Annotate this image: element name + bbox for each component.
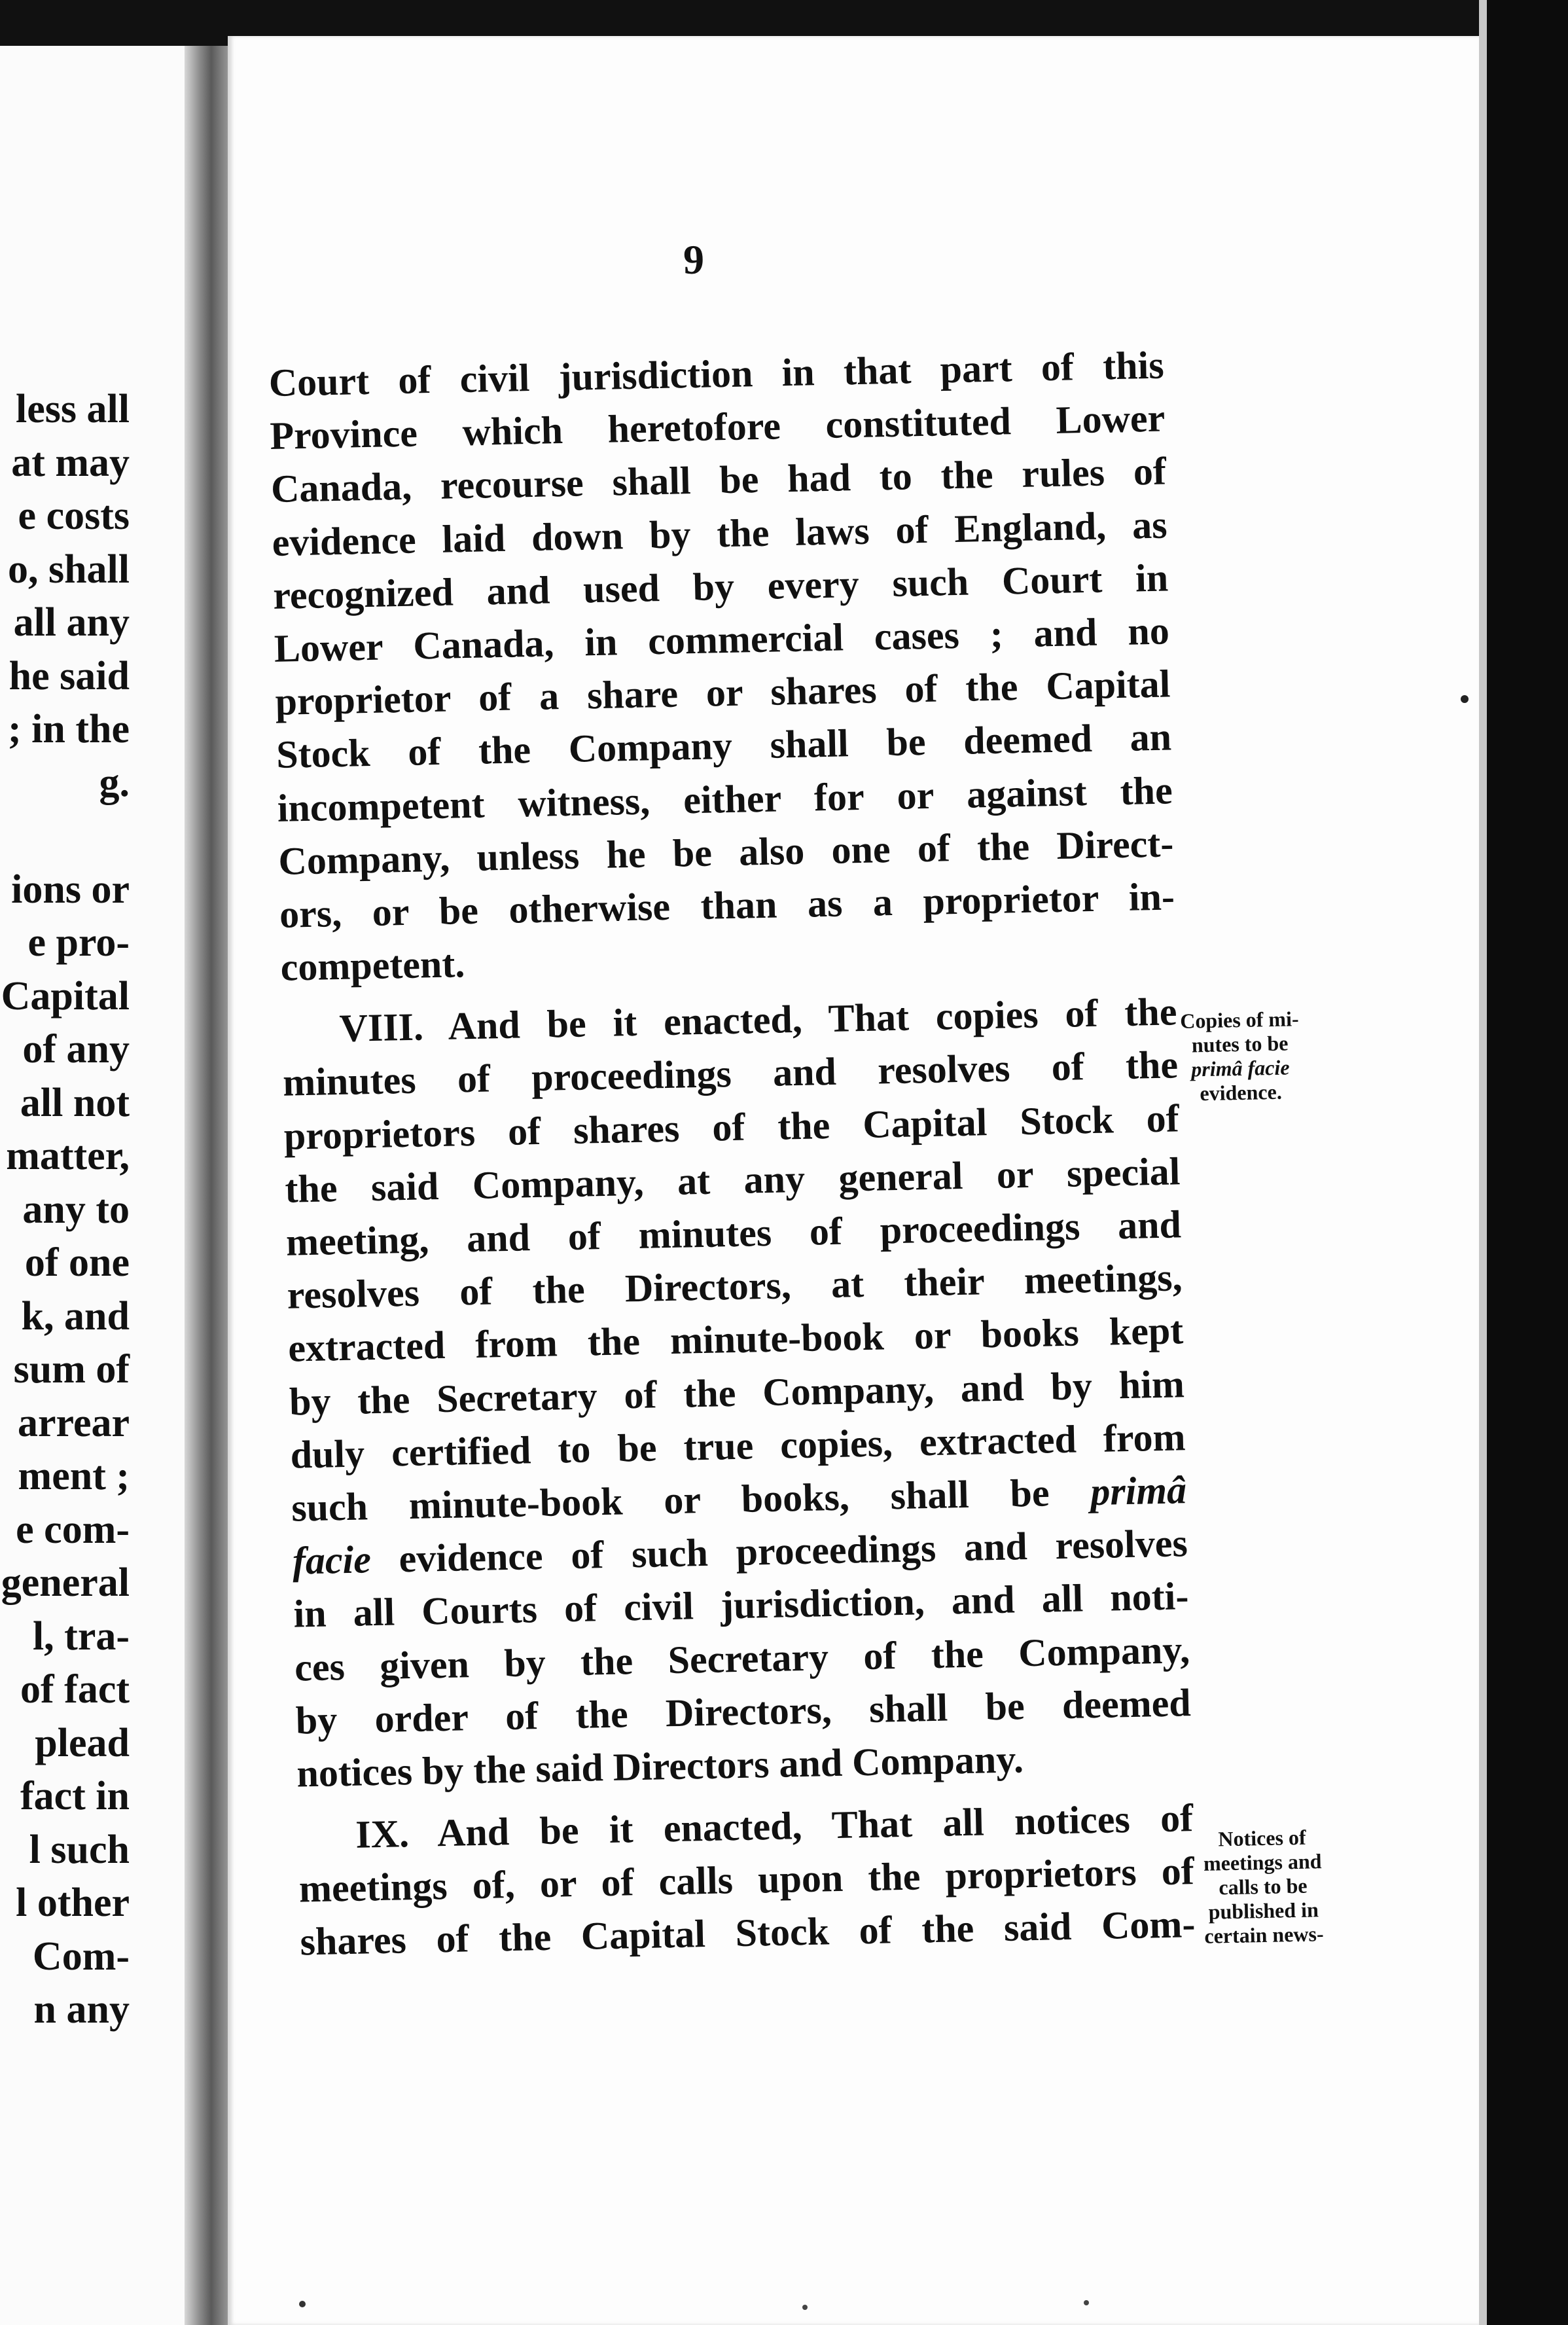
margin-note-line: evidence. bbox=[1200, 1079, 1283, 1106]
facing-page-line: ; in the bbox=[8, 707, 130, 751]
facing-page-line: all any bbox=[13, 600, 130, 645]
paragraph-ix-notices bbox=[298, 1792, 1196, 1969]
text-line: by the Secretary of the Company, and by him bbox=[289, 1361, 1185, 1424]
text-line: recognized and used by every such Court in bbox=[272, 556, 1169, 617]
facing-page-line: e costs bbox=[18, 494, 130, 538]
text-line: incompetent witness, either for or against the bbox=[277, 768, 1173, 830]
page-number: 9 bbox=[683, 236, 704, 283]
facing-page-line: n any bbox=[33, 1987, 130, 2032]
text-run: such minute-book or books, shall be bbox=[291, 1470, 1092, 1530]
margin-note-line: certain news- bbox=[1204, 1922, 1324, 1948]
facing-page-line: general bbox=[1, 1560, 130, 1605]
text-run: evidence of such proceedings and resolves bbox=[370, 1521, 1188, 1581]
facing-page-line: all not bbox=[20, 1080, 130, 1125]
facing-page-line: arrear bbox=[18, 1400, 130, 1445]
text-line: Stock of the Company shall be deemed an bbox=[276, 715, 1172, 777]
italic-prima: primâ bbox=[1090, 1468, 1187, 1514]
facing-page-line: any to bbox=[22, 1187, 130, 1232]
text-line: ors, or be otherwise than as a proprietor in- bbox=[279, 874, 1175, 936]
facing-page-text bbox=[0, 383, 190, 2037]
text-line: proprietor of a share or shares of the Capital bbox=[274, 662, 1171, 724]
page-edge-right bbox=[1479, 0, 1487, 2325]
text-line: the said Company, at any general or special bbox=[284, 1149, 1181, 1211]
text-line: resolves of the Directors, at their meetings, bbox=[287, 1255, 1183, 1317]
paragraph-viii-minutes bbox=[281, 986, 1192, 1801]
facing-page-left bbox=[0, 46, 190, 2325]
facing-page-line: of any bbox=[22, 1027, 130, 1072]
facing-page-line: g. bbox=[99, 760, 130, 805]
text-line: ces given by the Secretary of the Company, bbox=[294, 1627, 1190, 1689]
text-line: by order of the Directors, shall be deemed bbox=[295, 1680, 1192, 1742]
facing-page-line: o, shall bbox=[7, 547, 130, 592]
facing-page-line: l, tra- bbox=[32, 1613, 130, 1659]
text-line: shares of the Capital Stock of the said Com- bbox=[299, 1902, 1196, 1964]
text-line: extracted from the minute-book or books kept bbox=[287, 1308, 1184, 1371]
text-line: competent. bbox=[280, 942, 465, 989]
facing-page-line: Com- bbox=[32, 1934, 130, 1979]
facing-page-line: Capital bbox=[1, 973, 130, 1018]
facing-page-line: matter, bbox=[6, 1134, 130, 1178]
margin-note-line: calls to be bbox=[1219, 1873, 1308, 1900]
text-line: in all Courts of civil jurisdiction, and all noti- bbox=[293, 1574, 1189, 1636]
text-line: Court of civil jurisdiction in that part of this bbox=[268, 343, 1165, 405]
facing-page-line: plead bbox=[35, 1720, 130, 1765]
margin-note-line: Notices of bbox=[1218, 1825, 1306, 1851]
text-line: Province which heretofore constituted Lower bbox=[269, 396, 1166, 458]
facing-page-line bbox=[0, 810, 190, 863]
facing-page-line: he said bbox=[9, 653, 130, 698]
facing-page-line: e pro- bbox=[27, 920, 130, 965]
text-line: proprietors of shares of the Capital Stock of bbox=[283, 1096, 1180, 1158]
italic-facie: facie bbox=[292, 1538, 372, 1583]
margin-note-line: primâ facie bbox=[1190, 1055, 1290, 1081]
facing-page-line: e com- bbox=[16, 1507, 130, 1552]
facing-page-line: ions or bbox=[11, 867, 130, 912]
binding-gutter bbox=[185, 46, 229, 2325]
margin-note-line: Copies of mi- bbox=[1179, 1007, 1299, 1033]
text-line: meetings of, or of calls upon the proprietors of bbox=[298, 1849, 1195, 1911]
facing-page-line: of one bbox=[24, 1240, 130, 1285]
text-line: Lower Canada, in commercial cases ; and no bbox=[274, 609, 1170, 670]
text-line: IX. And be it enacted, That all notices of bbox=[355, 1796, 1194, 1856]
text-line: meeting, and of minutes of proceedings and bbox=[285, 1202, 1182, 1264]
text-line: evidence laid down by the laws of England, as bbox=[272, 503, 1168, 564]
paragraph-court-evidence bbox=[268, 339, 1176, 995]
text-line: Canada, recourse shall be had to the rules of bbox=[270, 449, 1167, 511]
facing-page-line: l such bbox=[29, 1827, 130, 1872]
facing-page-line: k, and bbox=[21, 1293, 130, 1339]
facing-page-line: l other bbox=[16, 1881, 130, 1925]
margin-note-copies bbox=[1158, 1007, 1323, 1107]
margin-note-line: nutes to be bbox=[1191, 1031, 1289, 1057]
scan-border-right bbox=[1484, 0, 1568, 2325]
text-line: minutes of proceedings and resolves of the bbox=[282, 1043, 1179, 1105]
facing-page-line: of fact bbox=[20, 1667, 130, 1712]
facing-page-line: fact in bbox=[20, 1774, 130, 1818]
facing-page-line: ment ; bbox=[18, 1454, 130, 1498]
facing-page-line: at may bbox=[11, 440, 130, 485]
margin-note-line: meetings and bbox=[1203, 1849, 1322, 1875]
text-line: duly certified to be true copies, extracted from bbox=[290, 1415, 1186, 1477]
body-text bbox=[268, 339, 1196, 1970]
text-line: notices by the said Directors and Company. bbox=[296, 1737, 1024, 1795]
facing-page-line: less all bbox=[16, 387, 130, 431]
margin-note-notices bbox=[1170, 1824, 1356, 1949]
facing-page-line: sum of bbox=[13, 1347, 130, 1392]
text-line: Company, unless he be also one of the Direct- bbox=[277, 821, 1174, 883]
margin-note-line: published in bbox=[1208, 1898, 1319, 1924]
text-line: VIII. And be it enacted, That copies of the bbox=[338, 990, 1178, 1051]
